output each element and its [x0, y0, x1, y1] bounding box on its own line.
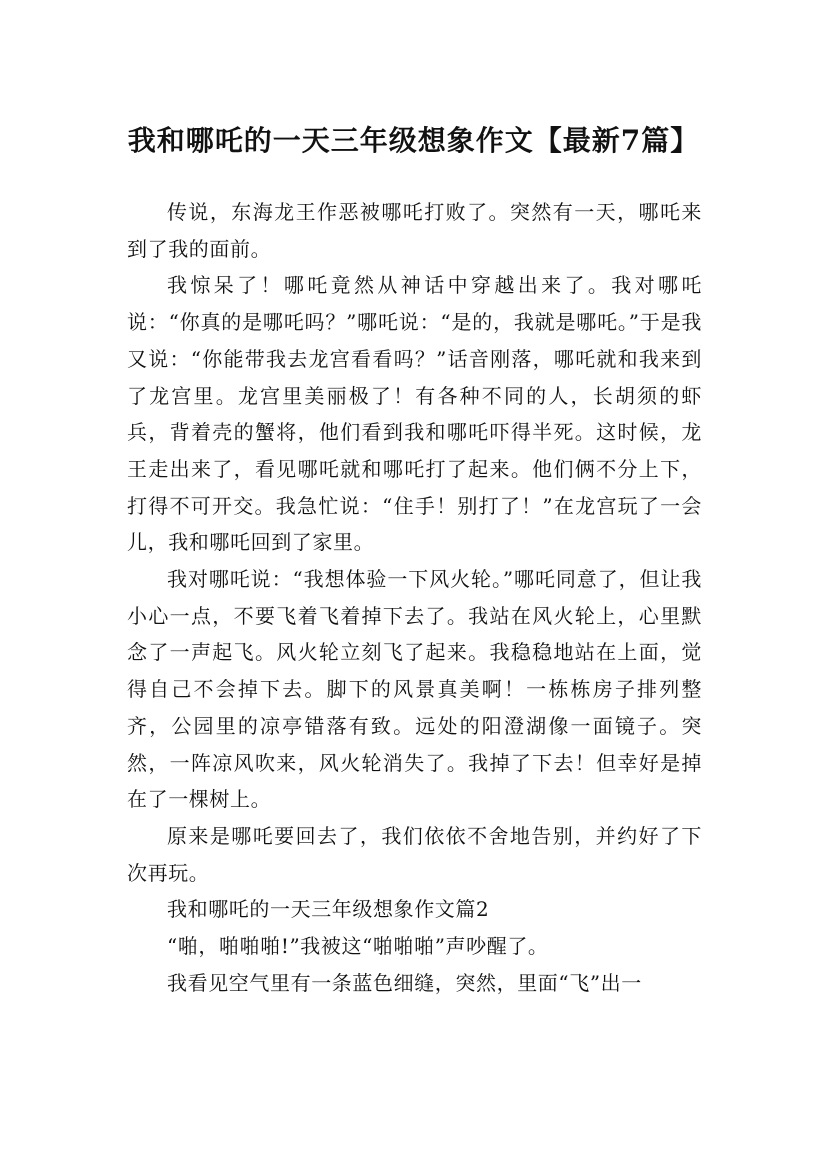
paragraph-5: “啪，啪啪啪!”我被这“啪啪啪”声吵醒了。 [167, 934, 549, 959]
document-title: 我和哪吒的一天三年级想象作文【最新7篇】 [127, 123, 700, 157]
paragraph-3: 我对哪吒说：“我想体验一下风火轮。”哪吒同意了，但让我小心一点，不要飞着飞着掉下去了。我站在风火轮上，心里默念了一声起飞。风火轮立刻飞了起来。我稳稳地站在上面，觉得自己不会掉下去。脚下的风景真美啊！一栋栋房子排列整齐，公园里的凉亭错落有致。远处的阳澄湖像一面镜子。突然，一阵凉风吹来，风火轮消失了。我掉了下去！但幸好是掉在了一棵树上。 [127, 567, 702, 812]
paragraph-6: 我看见空气里有一条蓝色细缝，突然，里面“飞”出一 [167, 970, 642, 995]
paragraph-2: 我惊呆了！哪吒竟然从神话中穿越出来了。我对哪吒说：“你真的是哪吒吗？”哪吒说：“是的，我就是哪吒。”于是我又说：“你能带我去龙宫看看吗？”话音刚落，哪吒就和我来到了龙宫里。龙宫里美丽极了！有各种不同的人，长胡须的虾兵，背着壳的蟹将，他们看到我和哪吒吓得半死。这时候，龙王走出来了，看见哪吒就和哪吒打了起来。他们俩不分上下，打得不可开交。我急忙说：“住手！别打了！”在龙宫玩了一会儿，我和哪吒回到了家里。 [127, 273, 702, 555]
paragraph-4: 原来是哪吒要回去了，我们依依不舍地告别，并约好了下次再玩。 [127, 823, 702, 885]
paragraph-1: 传说，东海龙王作恶被哪吒打败了。突然有一天，哪吒来到了我的面前。 [127, 200, 702, 261]
section-heading-2: 我和哪吒的一天三年级想象作文篇2 [167, 897, 490, 922]
document-body [127, 194, 702, 1001]
